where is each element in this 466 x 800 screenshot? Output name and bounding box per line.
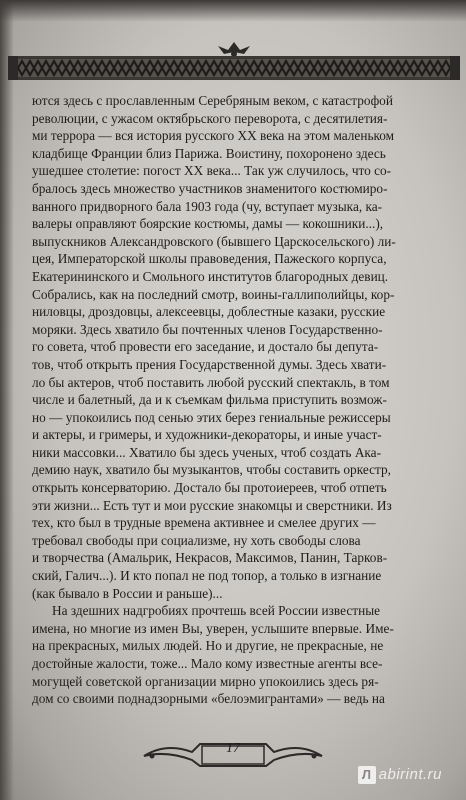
header-ornament-border: [8, 40, 460, 86]
text-line: ются здесь с прославленным Серебряным веком, с катастрофой: [32, 93, 393, 108]
watermark-text: abirint.ru: [378, 766, 442, 783]
page-edge-shadow: [0, 0, 14, 800]
text-line: демию наук, хватило бы музыкантов, чтобы составить оркестр,: [32, 462, 391, 478]
text-line: и актеры, и гримеры, и художники-декораторы, и иные участ-: [32, 427, 382, 443]
text-line: открыть консерваторию. Достало бы протоиереев, чтоб отпеть: [32, 480, 387, 496]
text-line: (как бывало в России и раньше)...: [32, 585, 223, 601]
text-line: моряки. Здесь хватило бы почтенных членов Государственно-: [32, 321, 383, 337]
text-line: ушедшее столетие: погост XX века... Так уж случилось, что со-: [32, 163, 392, 179]
text-line: Екатерининского и Смольного институтов благородных девиц.: [32, 268, 389, 284]
text-line: ниловцы, дроздовцы, алексеевцы, доблестные казаки, русские: [32, 304, 386, 320]
site-watermark: [358, 766, 442, 784]
text-line: тов, чтоб открыть прения Государственной думы. Здесь хвати-: [32, 356, 387, 372]
text-line: ванного придворного бала 1903 года (чу, вступает музыка, ка-: [32, 198, 383, 214]
page-number: 17: [226, 741, 240, 756]
text-line: но — упокоились под сенью этих берез гениальные режиссеры: [32, 409, 391, 425]
text-line: кладбище Франции близ Парижа. Воистину, похоронено здесь: [32, 145, 386, 161]
text-line: дом со своими поднадзорными «белоэмигрантами» — ведь на: [32, 691, 385, 707]
text-line: выпускников Александровского (бывшего Царскосельского) ли-: [32, 233, 396, 249]
text-line: цея, Императорской школы правоведения, Пажеского корпуса,: [32, 251, 387, 267]
text-line: Собрались, как на последний смотр, воины-галлиполийцы, кор-: [32, 286, 395, 302]
text-line: могущей советской организации мирно упокоились здесь ря-: [32, 673, 379, 689]
text-line: на прекрасных, милых людей. Но и другие, не прекрасные, не: [32, 638, 384, 654]
text-line: го совета, чтоб провести его заседание, и достало бы депута-: [32, 339, 379, 355]
text-line: и творчества (Амальрик, Некрасов, Максимов, Панин, Тарков-: [32, 550, 388, 566]
text-line: ло бы актеров, чтоб поставить любой русский спектакль, в том: [32, 374, 390, 390]
text-line: На здешних надгробиях прочтешь всей России известные: [52, 603, 381, 619]
text-line: революции, с ужасом октябрьского переворота, с десятилетия-: [32, 110, 388, 126]
text-line: числе и балетный, да и к съемкам фильма приступить возмож-: [32, 392, 387, 408]
page-body-text: [32, 92, 440, 708]
text-line: ми террора — вся история русского XX века на этом маленьком: [32, 128, 395, 144]
text-line: бралось здесь множество участников знаменитого костюмиро-: [32, 180, 388, 196]
watermark-logo-icon: Л: [358, 766, 376, 784]
text-line: валеры оправляют боярские костюмы, дамы — кокошники...),: [32, 216, 384, 232]
text-line: имена, но многие из имен Вы, уверен, услышите впервые. Име-: [32, 620, 394, 636]
text-line: тех, кто был в трудные времена активнее и смелее других —: [32, 515, 376, 531]
text-line: достойные жалости, тоже... Мало кому известные агенты все-: [32, 656, 383, 671]
text-line: требовал свободы при социализме, ну хоть свободы слова: [32, 532, 361, 548]
text-line: ский, Галич...). И кто попал не под топор, а только в изгнание: [32, 568, 382, 584]
text-line: эти жизни... Есть тут и мои русские знакомцы и сверстники. Из: [32, 497, 392, 513]
page-top-shadow: [0, 0, 466, 22]
text-line: ники массовки... Хватило бы здесь ученых, чтоб создать Ака-: [32, 444, 382, 460]
